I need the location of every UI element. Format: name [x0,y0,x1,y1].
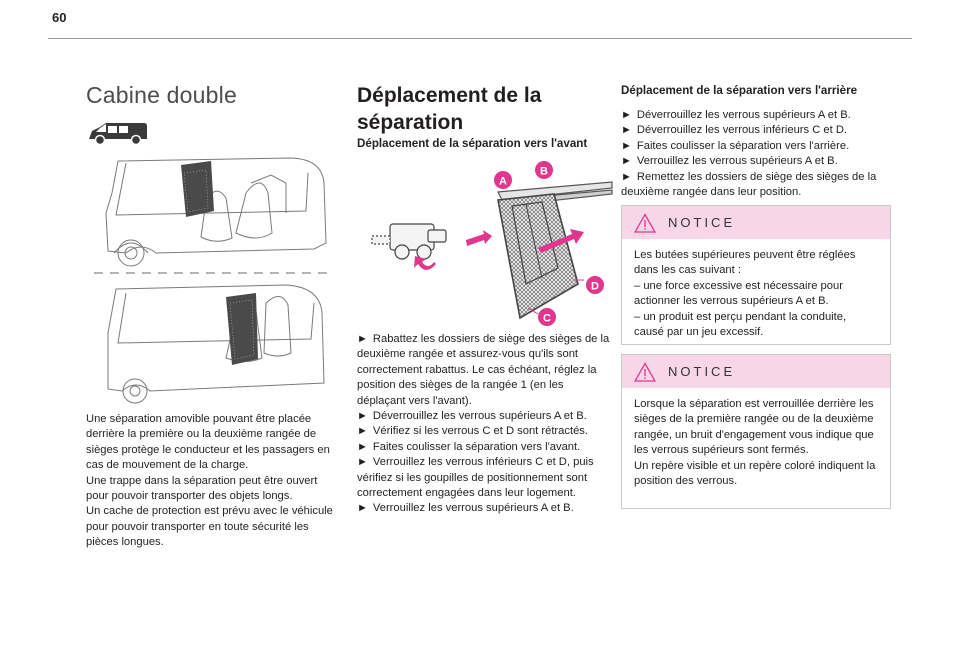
step-item: ► Verrouillez les verrous inférieurs C et D, puis vérifiez si les goupilles de positionnement sont correctement engagées dans leur logement. [357,456,594,500]
step-item: ► Rabattez les dossiers de siège des sièges de la deuxième rangée et assurez-vous qu'ils sont correctement rabattus. Le cas échéant, réglez la position des sièges de la rangée 1 (en les déplaçant vers l'avant). [357,333,610,407]
header-rule [48,38,912,39]
notice-line: – une force excessive est nécessaire pour actionner les verrous supérieurs A et B. [634,279,843,308]
callout-a [494,171,512,189]
arrow-bullet-icon: ► [357,502,368,515]
callout-b [535,161,553,179]
notice-box-2 [621,354,891,509]
notice-body [622,239,890,348]
section-title-cabine: Cabine double [86,82,237,108]
notice-header [622,206,890,239]
callout-d [586,276,604,294]
left-paragraph-3: Un cache de protection est prévu avec le véhicule pour pouvoir transporter en toute sécurité les pièces longues. [86,505,333,549]
svg-text:D: D [591,280,599,293]
warning-triangle-icon [634,362,656,382]
arrow-bullet-icon: ► [357,425,368,438]
svg-text:C: C [543,312,551,325]
arrow-bullet-icon: ► [621,155,632,168]
arrow-bullet-icon: ► [357,410,368,423]
warning-triangle-icon [634,213,656,233]
step-item: ► Déverrouillez les verrous supérieurs A et B. [357,410,587,423]
svg-text:B: B [540,165,548,178]
subtitle-vers-avant: Déplacement de la séparation vers l'avant [357,137,588,150]
notice-label: NOTICE [668,215,736,230]
section-title-deplacement: Déplacement de la séparation [357,84,542,134]
step-item: ► Faites coulisser la séparation vers l'arrière. [621,139,850,152]
middle-steps [357,332,613,517]
arrow-bullet-icon: ► [357,440,368,453]
step-item: ► Verrouillez les verrous supérieurs A et B. [621,155,838,168]
left-paragraph-2: Une trappe dans la séparation peut être ouvert pour pouvoir transporter des objets longs. [86,474,318,503]
arrow-bullet-icon: ► [621,109,632,121]
subtitle-vers-arriere: Déplacement de la séparation vers l'arrière [621,84,858,97]
notice-line: Un repère visible et un repère coloré indiquent la position des verrous. [634,459,876,488]
van-double-cab-icon [86,119,150,147]
svg-text:A: A [499,175,507,188]
right-steps [621,108,891,200]
notice-label: NOTICE [668,364,736,379]
arrow-bullet-icon: ► [621,124,632,137]
page-number: 60 [52,10,67,25]
callout-c [538,308,556,326]
step-item: ► Faites coulisser la séparation vers l'avant. [357,440,581,453]
arrow-bullet-icon: ► [621,139,632,152]
notice-body [622,388,890,497]
step-item: ► Verrouillez les verrous supérieurs A et B. [357,502,574,515]
left-body [86,412,336,551]
arrow-bullet-icon: ► [621,170,632,183]
notice-line: Les butées supérieures peuvent être réglées dans les cas suivant : [634,249,856,277]
partition-lock-illustration [366,156,614,328]
notice-box-1 [621,205,891,345]
van-interior-illustration [86,153,332,405]
step-item: ► Déverrouillez les verrous supérieurs A et B. [621,109,851,121]
step-item: ► Remettez les dossiers de siège des sièges de la deuxième rangée dans leur position. [621,170,877,199]
notice-header [622,355,890,388]
notice-line: Lorsque la séparation est verrouillée derrière les sièges de la première rangée ou de la deuxième rangée, un bruit d'engagement vous indique que les verrous supérieurs sont fermés. [634,398,874,457]
arrow-bullet-icon: ► [357,333,368,345]
notice-line: – un produit est perçu pendant la conduite, causé par un jeu excessif. [634,310,847,339]
step-item: ► Vérifiez si les verrous C et D sont rétractés. [357,425,589,438]
left-paragraph-1: Une séparation amovible pouvant être placée derrière la première ou la deuxième rangée de sièges protège le conducteur et les passagers en cas de mouvement de la charge. [86,413,330,472]
arrow-bullet-icon: ► [357,456,368,469]
step-item: ► Déverrouillez les verrous inférieurs C et D. [621,124,848,137]
